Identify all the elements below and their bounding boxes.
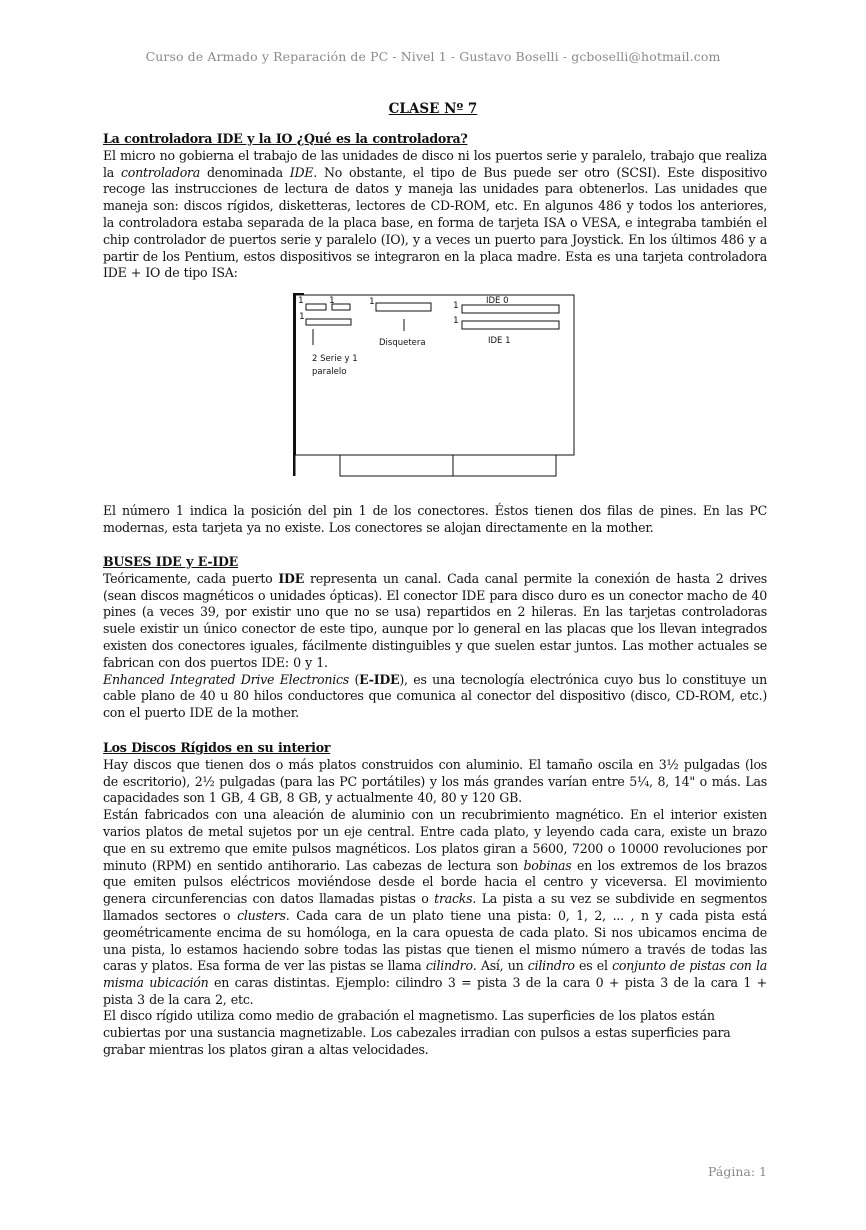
edge-connector-right	[453, 455, 556, 476]
paragraph: Teóricamente, cada puerto IDE representa un canal. Cada canal permite la conexión de hasta 2 drives (sean discos magnéticos o unidades ópticas). El conector IDE para disco duro es un conector macho de 40 pines (a veces 39, por existir uno que no se usa) repartidos en 2 hileras. En las tarjetas controladoras suele existir un único conector de este tipo, aunque por lo general en las placas que los llevan integrados existen dos conectores iguales, fácilmente distinguibles y que suelen estar juntos. Las mother actuales se fabrican con dos puertos IDE: 0 y 1.	[103, 570, 767, 670]
serial-connector-1	[306, 304, 326, 310]
page-header: Curso de Armado y Reparación de PC - Nivel 1 - Gustavo Boselli - gcboselli@hotmail.com	[145, 49, 721, 64]
page-number: Página: 1	[708, 1164, 767, 1179]
pin1-label: 1	[299, 312, 305, 322]
edge-connector-left	[340, 455, 453, 476]
parallel-connector	[306, 319, 351, 325]
paragraph: Están fabricados con una aleación de aluminio con un recubrimiento magnético. En el interior existen varios platos de metal sujetos por un eje central. Entre cada plato, y leyendo cada cara, existe un brazo que en su extremo que emite pulsos magnéticos. Los platos giran a 5600, 7200 o 10000 revoluciones por minuto (RPM) en sentido antihorario. Las cabezas de lectura son bobinas en los extremos de los brazos que emiten pulsos eléctricos moviéndose desde el borde hacia el centro y viceversa. El movimiento genera circunferencias con datos llamadas pistas o tracks. La pista a su vez se subdivide en segmentos llamados sectores o clusters. Cada cara de un plato tiene una pista: 0, 1, 2, ... , n y cada pista está geométricamente encima de su homóloga, en la cara opuesta de cada plato. Si nos ubicamos encima de una pista, lo estamos haciendo sobre todas las pistas que tienen el mismo número a través de todas las caras y platos. Esa forma de ver las pistas se llama cilindro. Así, un cilindro es el conjunto de pistas con la misma ubicación en caras distintas. Ejemplo: cilindro 3 = pista 3 de la cara 0 + pista 3 de la cara 1 + pista 3 de la cara 2, etc.	[103, 807, 767, 1007]
section-controladora-note	[103, 503, 767, 537]
ide1-label: IDE 1	[488, 336, 511, 346]
pin1-label: 1	[453, 301, 459, 311]
pin1-label: 1	[453, 316, 459, 326]
class-title: CLASE Nº 7	[388, 101, 478, 117]
controller-card-diagram	[288, 289, 580, 479]
pin1-label: 1	[298, 296, 304, 306]
pin1-label: 1	[329, 296, 335, 306]
floppy-connector	[376, 303, 431, 311]
section-discos-magnetismo	[103, 1008, 767, 1058]
paragraph: El disco rígido utiliza como medio de grabación el magnetismo. Las superficies de los platos están cubiertas por una sustancia magnetizable. Los cabezales irradian con pulsos a estas superficies para grabar mientras los platos giran a altas velocidades.	[103, 1008, 731, 1057]
serial-label-2: paralelo	[312, 367, 347, 377]
ide1-connector	[462, 321, 559, 329]
floppy-label: Disquetera	[379, 338, 426, 348]
paragraph: El micro no gobierna el trabajo de las unidades de disco ni los puertos serie y paralelo, trabajo que realiza la controladora denominada IDE. No obstante, el tipo de Bus puede ser otro (SCSI). Este dispositivo recoge las instrucciones de lectura de datos y maneja las unidades para obtenerlos. Las unidades que maneja son: discos rígidos, disketteras, lectores de CD-ROM, etc. En algunos 486 y todos los anteriores, la controladora estaba separada de la placa base, en forma de tarjeta ISA o VESA, e integraba también el chip controlador de puertos serie y paralelo (IO), y a veces un puerto para Joystick. En los últimos 486 y a partir de los Pentium, estos dispositivos se integraron en la placa madre. Esta es una tarjeta controladora IDE + IO de tipo ISA:	[103, 147, 768, 281]
section-heading: BUSES IDE y E-IDE	[103, 554, 239, 569]
pin1-label: 1	[369, 297, 375, 307]
paragraph: El número 1 indica la posición del pin 1 de los conectores. Éstos tienen dos filas de pines. En las PC modernas, esta tarjeta ya no existe. Los conectores se alojan directamente en la mother.	[103, 503, 767, 535]
section-controladora	[103, 131, 767, 282]
serial-label: 2 Serie y 1	[312, 354, 358, 364]
section-heading: La controladora IDE y la IO ¿Qué es la controladora?	[103, 131, 468, 146]
paragraph: Hay discos que tienen dos o más platos construidos con aluminio. El tamaño oscila en 3½ pulgadas (los de escritorio), 2½ pulgadas (para las PC portátiles) y los más grandes varían entre 5¼, 8, 14" o más. Las capacidades son 1 GB, 4 GB, 8 GB, y actualmente 40, 80 y 120 GB.	[103, 756, 767, 806]
paragraph: Enhanced Integrated Drive Electronics (E-IDE), es una tecnología electrónica cuyo bus lo constituye un cable plano de 40 u 80 hilos conductores que comunica al conector del dispositivo (disco, CD-ROM, etc.) con el puerto IDE de la mother.	[103, 671, 767, 721]
section-heading: Los Discos Rígidos en su interior	[103, 740, 331, 755]
section-discos-rigidos	[103, 740, 767, 1009]
ide0-label: IDE 0	[486, 296, 509, 306]
ide0-connector	[462, 305, 559, 313]
section-buses-ide	[103, 554, 767, 722]
